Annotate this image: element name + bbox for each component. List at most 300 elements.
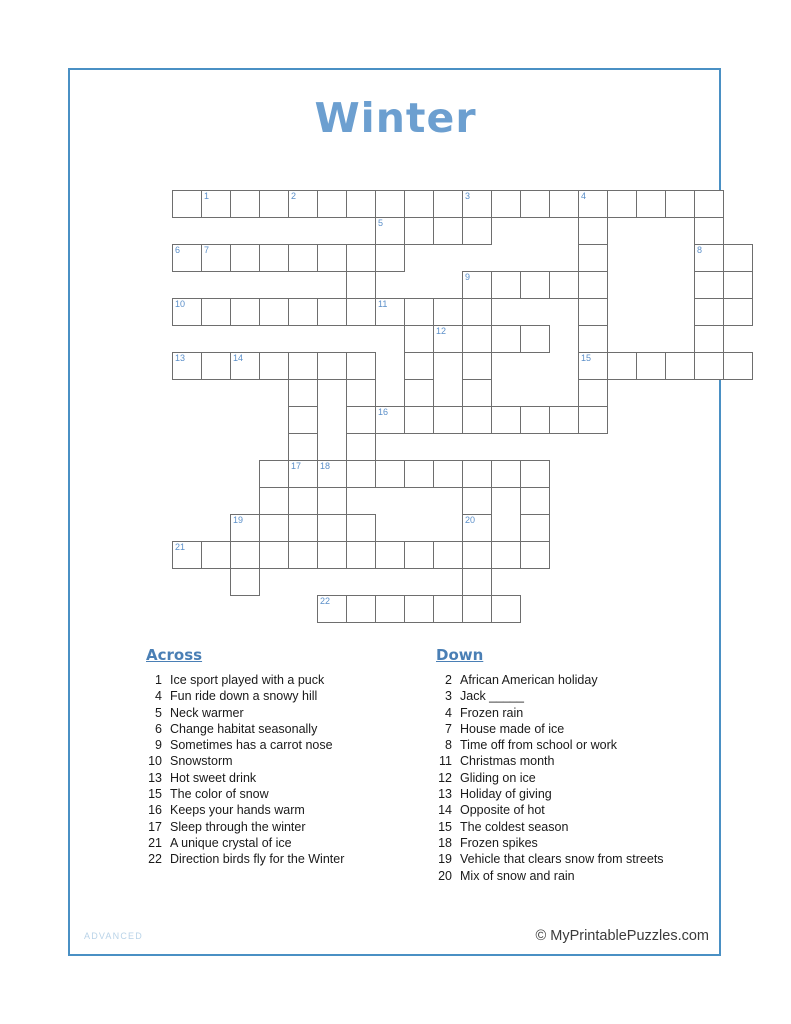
grid-cell[interactable]	[376, 299, 405, 326]
grid-cell[interactable]	[376, 596, 405, 623]
grid-blank	[608, 326, 637, 353]
grid-blank	[202, 461, 231, 488]
grid-cell[interactable]	[347, 461, 376, 488]
grid-blank	[579, 515, 608, 542]
grid-cell[interactable]	[173, 299, 202, 326]
grid-blank	[695, 515, 724, 542]
grid-blank	[376, 353, 405, 380]
clue-item	[138, 672, 438, 688]
clue-item	[428, 770, 728, 786]
grid-cell[interactable]	[260, 488, 289, 515]
grid-cell[interactable]	[695, 299, 724, 326]
grid-blank	[492, 299, 521, 326]
clue-text: Holiday of giving	[460, 787, 552, 802]
grid-blank	[608, 434, 637, 461]
grid-blank	[666, 542, 695, 569]
grid-cell[interactable]	[724, 245, 753, 272]
grid-cell[interactable]	[637, 353, 666, 380]
grid-cell[interactable]	[521, 461, 550, 488]
grid-blank	[550, 488, 579, 515]
grid-cell[interactable]	[463, 515, 492, 542]
grid-cell[interactable]	[289, 353, 318, 380]
grid-cell[interactable]	[289, 515, 318, 542]
grid-blank	[434, 353, 463, 380]
grid-cell[interactable]	[434, 191, 463, 218]
grid-blank	[173, 569, 202, 596]
grid-blank	[289, 596, 318, 623]
grid-blank	[637, 569, 666, 596]
grid-cell-number: 17	[291, 461, 302, 471]
grid-cell[interactable]	[608, 191, 637, 218]
grid-cell[interactable]	[463, 272, 492, 299]
grid-blank	[202, 218, 231, 245]
grid-cell[interactable]	[405, 299, 434, 326]
grid-cell[interactable]	[492, 542, 521, 569]
grid-cell[interactable]	[202, 191, 231, 218]
grid-cell[interactable]	[347, 191, 376, 218]
grid-cell[interactable]	[318, 353, 347, 380]
grid-cell-number: 10	[175, 299, 186, 309]
clue-item	[428, 737, 728, 753]
clue-item	[138, 835, 438, 851]
grid-cell[interactable]	[666, 191, 695, 218]
grid-row	[173, 542, 753, 569]
grid-cell[interactable]	[695, 272, 724, 299]
grid-blank	[202, 488, 231, 515]
grid-blank	[492, 488, 521, 515]
grid-cell[interactable]	[202, 245, 231, 272]
grid-blank	[376, 569, 405, 596]
grid-blank	[521, 299, 550, 326]
grid-cell[interactable]	[231, 299, 260, 326]
grid-cell[interactable]	[318, 299, 347, 326]
grid-cell[interactable]	[347, 299, 376, 326]
grid-cell[interactable]	[318, 191, 347, 218]
grid-cell[interactable]	[318, 596, 347, 623]
grid-cell[interactable]	[173, 191, 202, 218]
clue-number: 19	[438, 852, 452, 867]
grid-cell[interactable]	[463, 218, 492, 245]
grid-blank	[550, 434, 579, 461]
grid-cell[interactable]	[492, 461, 521, 488]
grid-blank	[405, 245, 434, 272]
grid-blank	[492, 569, 521, 596]
grid-cell[interactable]	[405, 461, 434, 488]
grid-blank	[666, 299, 695, 326]
grid-cell[interactable]	[463, 569, 492, 596]
grid-row	[173, 596, 753, 623]
grid-cell[interactable]	[463, 542, 492, 569]
grid-blank	[231, 596, 260, 623]
grid-blank	[202, 326, 231, 353]
grid-blank	[637, 488, 666, 515]
grid-cell[interactable]	[289, 191, 318, 218]
clue-number: 7	[445, 721, 452, 736]
clue-text: Frozen rain	[460, 705, 524, 720]
grid-cell[interactable]	[231, 515, 260, 542]
grid-cell[interactable]	[463, 461, 492, 488]
grid-blank	[666, 434, 695, 461]
grid-cell[interactable]	[318, 515, 347, 542]
grid-cell[interactable]	[579, 299, 608, 326]
grid-blank	[666, 515, 695, 542]
grid-cell[interactable]	[521, 272, 550, 299]
grid-blank	[289, 164, 318, 191]
clue-text: Opposite of hot	[460, 803, 545, 818]
grid-blank	[521, 164, 550, 191]
grid-cell[interactable]	[347, 434, 376, 461]
grid-cell[interactable]	[289, 407, 318, 434]
grid-cell[interactable]	[434, 596, 463, 623]
grid-blank	[637, 272, 666, 299]
grid-blank	[231, 164, 260, 191]
grid-row	[173, 569, 753, 596]
grid-cell[interactable]	[289, 461, 318, 488]
grid-cell[interactable]	[550, 272, 579, 299]
grid-cell[interactable]	[289, 245, 318, 272]
grid-cell[interactable]	[347, 380, 376, 407]
grid-cell[interactable]	[405, 326, 434, 353]
grid-cell[interactable]	[376, 407, 405, 434]
copyright-notice: © MyPrintablePuzzles.com	[535, 928, 709, 944]
grid-cell[interactable]	[434, 407, 463, 434]
across-column	[138, 646, 438, 868]
grid-cell[interactable]	[405, 218, 434, 245]
grid-cell[interactable]	[608, 353, 637, 380]
grid-cell[interactable]	[347, 272, 376, 299]
clue-number: 16	[148, 803, 162, 818]
grid-cell[interactable]	[463, 596, 492, 623]
clue-number: 9	[155, 738, 162, 753]
clue-number: 4	[445, 705, 452, 720]
grid-cell[interactable]	[724, 299, 753, 326]
clue-item	[138, 851, 438, 867]
grid-cell[interactable]	[724, 353, 753, 380]
grid-cell[interactable]	[434, 542, 463, 569]
grid-blank	[695, 461, 724, 488]
grid-blank	[318, 407, 347, 434]
grid-blank	[579, 596, 608, 623]
grid-blank	[608, 272, 637, 299]
grid-cell[interactable]	[492, 596, 521, 623]
grid-blank	[231, 407, 260, 434]
grid-cell[interactable]	[231, 245, 260, 272]
grid-cell[interactable]	[260, 245, 289, 272]
grid-blank	[405, 434, 434, 461]
grid-cell[interactable]	[521, 488, 550, 515]
grid-cell[interactable]	[579, 326, 608, 353]
grid-cell[interactable]	[405, 191, 434, 218]
grid-cell[interactable]	[579, 245, 608, 272]
grid-cell-number: 20	[465, 515, 476, 525]
grid-cell[interactable]	[463, 353, 492, 380]
grid-cell[interactable]	[695, 353, 724, 380]
grid-blank	[666, 596, 695, 623]
clue-text: Change habitat seasonally	[170, 721, 318, 736]
grid-cell[interactable]	[260, 542, 289, 569]
clue-text: Mix of snow and rain	[460, 868, 575, 883]
grid-cell[interactable]	[260, 515, 289, 542]
grid-cell[interactable]	[637, 191, 666, 218]
grid-cell[interactable]	[521, 191, 550, 218]
grid-cell[interactable]	[463, 380, 492, 407]
grid-blank	[637, 245, 666, 272]
grid-cell[interactable]	[434, 299, 463, 326]
grid-blank	[724, 542, 753, 569]
grid-blank	[608, 218, 637, 245]
grid-cell[interactable]	[724, 272, 753, 299]
grid-blank	[376, 488, 405, 515]
grid-blank	[724, 164, 753, 191]
grid-cell[interactable]	[521, 326, 550, 353]
grid-cell[interactable]	[231, 542, 260, 569]
clue-number: 12	[438, 770, 452, 785]
grid-cell[interactable]	[521, 407, 550, 434]
clues-section	[68, 646, 721, 886]
grid-blank	[260, 380, 289, 407]
grid-cell[interactable]	[289, 380, 318, 407]
clue-item	[428, 688, 728, 704]
grid-cell[interactable]	[376, 245, 405, 272]
grid-cell[interactable]	[492, 272, 521, 299]
grid-cell[interactable]	[405, 407, 434, 434]
grid-blank	[608, 596, 637, 623]
grid-cell[interactable]	[579, 353, 608, 380]
grid-blank	[173, 596, 202, 623]
grid-row	[173, 488, 753, 515]
grid-cell[interactable]	[347, 245, 376, 272]
grid-blank	[492, 218, 521, 245]
grid-blank	[724, 569, 753, 596]
clue-text: House made of ice	[460, 721, 565, 736]
grid-cell-number: 14	[233, 353, 244, 363]
grid-blank	[695, 488, 724, 515]
grid-cell[interactable]	[231, 353, 260, 380]
grid-blank	[231, 434, 260, 461]
clue-number: 13	[148, 770, 162, 785]
grid-blank	[231, 488, 260, 515]
grid-blank	[492, 434, 521, 461]
grid-cell[interactable]	[347, 596, 376, 623]
grid-blank	[521, 380, 550, 407]
grid-cell[interactable]	[289, 542, 318, 569]
grid-blank	[550, 218, 579, 245]
clue-item	[138, 688, 438, 704]
grid-cell-number: 6	[175, 245, 181, 255]
clue-number: 21	[148, 835, 162, 850]
grid-cell[interactable]	[666, 353, 695, 380]
grid-blank	[492, 245, 521, 272]
grid-cell[interactable]	[695, 326, 724, 353]
grid-blank	[608, 569, 637, 596]
grid-blank	[173, 461, 202, 488]
grid-blank	[695, 164, 724, 191]
grid-blank	[173, 272, 202, 299]
grid-blank	[666, 461, 695, 488]
grid-blank	[202, 569, 231, 596]
clue-number: 8	[445, 738, 452, 753]
grid-cell[interactable]	[202, 542, 231, 569]
grid-cell[interactable]	[521, 542, 550, 569]
clue-number: 17	[148, 819, 162, 834]
grid-blank	[666, 164, 695, 191]
grid-cell[interactable]	[260, 461, 289, 488]
clue-number: 3	[445, 689, 452, 704]
grid-cell[interactable]	[463, 326, 492, 353]
grid-blank	[521, 596, 550, 623]
grid-blank	[231, 461, 260, 488]
grid-cell[interactable]	[289, 434, 318, 461]
down-heading: Down	[436, 646, 484, 664]
grid-cell[interactable]	[579, 272, 608, 299]
grid-blank	[608, 515, 637, 542]
grid-cell-number: 1	[204, 191, 210, 201]
grid-cell[interactable]	[347, 515, 376, 542]
grid-blank	[637, 299, 666, 326]
grid-blank	[289, 272, 318, 299]
grid-cell[interactable]	[405, 380, 434, 407]
clue-item	[138, 770, 438, 786]
grid-cell[interactable]	[695, 245, 724, 272]
grid-cell[interactable]	[579, 218, 608, 245]
clue-text: Sometimes has a carrot nose	[170, 738, 333, 753]
grid-blank	[724, 407, 753, 434]
grid-blank	[405, 488, 434, 515]
grid-blank	[724, 515, 753, 542]
grid-cell[interactable]	[318, 245, 347, 272]
clue-item	[138, 721, 438, 737]
grid-blank	[318, 326, 347, 353]
grid-blank	[724, 461, 753, 488]
grid-row	[173, 272, 753, 299]
grid-row	[173, 326, 753, 353]
grid-blank	[550, 596, 579, 623]
grid-cell[interactable]	[550, 191, 579, 218]
grid-cell[interactable]	[492, 191, 521, 218]
grid-blank	[608, 488, 637, 515]
grid-row	[173, 380, 753, 407]
clue-text: Keeps your hands warm	[170, 803, 305, 818]
grid-cell[interactable]	[463, 299, 492, 326]
clue-text: The coldest season	[460, 819, 569, 834]
grid-blank	[434, 569, 463, 596]
grid-cell[interactable]	[579, 407, 608, 434]
grid-blank	[666, 407, 695, 434]
grid-blank	[666, 326, 695, 353]
grid-cell[interactable]	[347, 353, 376, 380]
grid-cell[interactable]	[289, 299, 318, 326]
grid-cell[interactable]	[376, 542, 405, 569]
clue-item	[138, 705, 438, 721]
clue-item	[428, 786, 728, 802]
grid-blank	[347, 326, 376, 353]
grid-cell[interactable]	[260, 353, 289, 380]
grid-blank	[579, 488, 608, 515]
clue-item	[428, 705, 728, 721]
across-heading: Across	[146, 646, 203, 664]
grid-cell[interactable]	[521, 515, 550, 542]
grid-cell[interactable]	[202, 353, 231, 380]
grid-cell[interactable]	[376, 461, 405, 488]
grid-cell[interactable]	[318, 488, 347, 515]
grid-blank	[666, 245, 695, 272]
clue-item	[428, 868, 728, 884]
grid-cell[interactable]	[405, 542, 434, 569]
clue-item	[428, 672, 728, 688]
grid-cell[interactable]	[695, 191, 724, 218]
grid-blank	[405, 164, 434, 191]
grid-blank	[637, 515, 666, 542]
grid-cell[interactable]	[376, 191, 405, 218]
grid-blank	[173, 164, 202, 191]
grid-blank	[231, 218, 260, 245]
grid-cell[interactable]	[376, 218, 405, 245]
grid-blank	[231, 326, 260, 353]
grid-cell[interactable]	[434, 326, 463, 353]
grid-blank	[579, 569, 608, 596]
grid-cell[interactable]	[202, 299, 231, 326]
grid-cell[interactable]	[231, 191, 260, 218]
grid-blank	[405, 272, 434, 299]
grid-cell[interactable]	[318, 542, 347, 569]
grid-blank	[608, 461, 637, 488]
grid-blank	[637, 542, 666, 569]
grid-cell[interactable]	[463, 488, 492, 515]
grid-cell[interactable]	[463, 191, 492, 218]
grid-cell[interactable]	[231, 569, 260, 596]
grid-cell[interactable]	[492, 407, 521, 434]
grid-blank	[724, 434, 753, 461]
grid-blank	[724, 191, 753, 218]
crossword-grid[interactable]	[172, 164, 753, 623]
grid-row	[173, 191, 753, 218]
grid-cell-number: 5	[378, 218, 384, 228]
grid-cell-number: 4	[581, 191, 587, 201]
grid-cell[interactable]	[347, 407, 376, 434]
grid-cell[interactable]	[550, 407, 579, 434]
clue-text: Sleep through the winter	[170, 819, 306, 834]
grid-blank	[637, 164, 666, 191]
grid-cell[interactable]	[318, 461, 347, 488]
clue-number: 22	[148, 852, 162, 867]
grid-cell[interactable]	[405, 353, 434, 380]
grid-blank	[434, 164, 463, 191]
grid-cell[interactable]	[260, 191, 289, 218]
grid-cell[interactable]	[405, 596, 434, 623]
grid-blank	[724, 380, 753, 407]
clue-item	[428, 721, 728, 737]
grid-blank	[260, 434, 289, 461]
clue-text: Neck warmer	[170, 705, 244, 720]
grid-cell[interactable]	[695, 218, 724, 245]
grid-cell[interactable]	[579, 191, 608, 218]
clue-number: 20	[438, 868, 452, 883]
grid-cell[interactable]	[260, 299, 289, 326]
across-clue-list	[138, 672, 438, 868]
grid-cell[interactable]	[463, 407, 492, 434]
clue-number: 6	[155, 721, 162, 736]
grid-cell[interactable]	[347, 542, 376, 569]
grid-cell[interactable]	[434, 461, 463, 488]
grid-cell[interactable]	[173, 542, 202, 569]
grid-cell[interactable]	[434, 218, 463, 245]
grid-cell[interactable]	[492, 326, 521, 353]
grid-cell[interactable]	[173, 353, 202, 380]
grid-blank	[521, 353, 550, 380]
clue-number: 2	[445, 673, 452, 687]
grid-cell[interactable]	[173, 245, 202, 272]
grid-cell[interactable]	[579, 380, 608, 407]
